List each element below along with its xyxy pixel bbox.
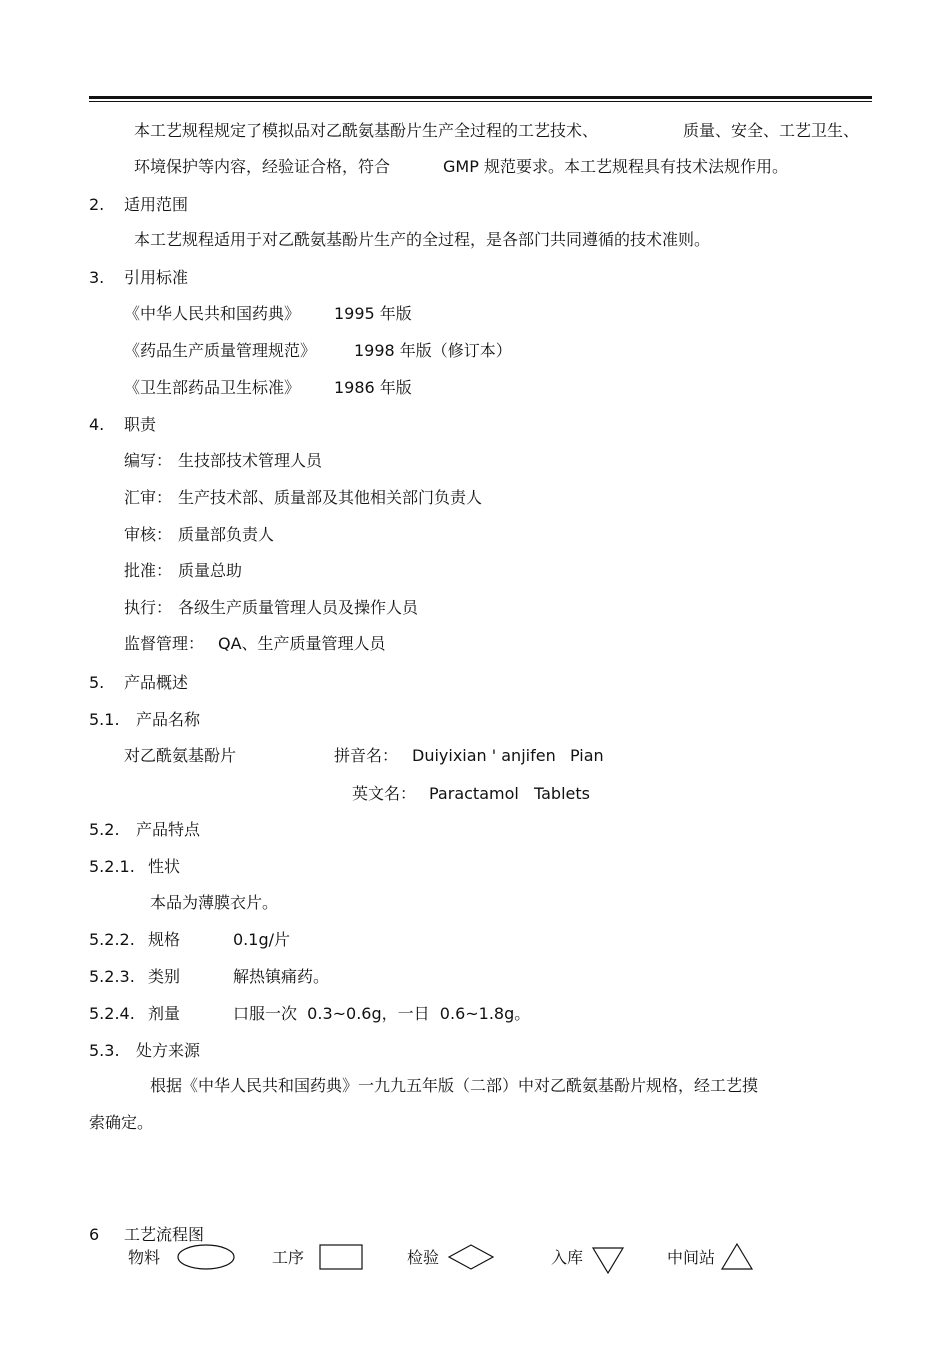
section-5-2-3-title: 类别 (148, 967, 181, 986)
intro-line1b: 质量、安全、工艺卫生、 (683, 121, 860, 140)
intro-line2a: 环境保护等内容，经验证合格，符合 (134, 157, 391, 176)
section-5-3-title: 处方来源 (136, 1041, 201, 1060)
section-5-2-4-value: 口服一次 0.3~0.6g，一日 0.6~1.8g。 (233, 1004, 531, 1023)
duty-6-role: 监督管理： (124, 634, 205, 653)
pinyin-name-2: Pian (570, 746, 604, 765)
ellipse-icon (176, 1243, 236, 1271)
section-5-2-2-value: 0.1g/片 (233, 930, 290, 949)
section-4-number: 4. (89, 415, 105, 434)
legend-intermediate-station-label: 中间站 (667, 1248, 716, 1267)
product-name-cn: 对乙酰氨基酚片 (124, 746, 237, 765)
section-5-2-number: 5.2. (89, 820, 120, 839)
ref-2-name: 《药品生产质量管理规范》 (124, 341, 317, 360)
up-triangle-icon (720, 1242, 754, 1272)
legend-inspection-label: 检验 (407, 1248, 440, 1267)
duty-1-who: 生技部技术管理人员 (178, 451, 323, 470)
section-5-number: 5. (89, 673, 105, 692)
ref-2-edition: 1998 年版（修订本） (354, 341, 512, 360)
section-5-3-number: 5.3. (89, 1041, 120, 1060)
duty-5-who: 各级生产质量管理人员及操作人员 (178, 598, 419, 617)
english-name: Paractamol (429, 784, 519, 803)
duty-3-who: 质量部负责人 (178, 525, 275, 544)
ref-3-name: 《卫生部药品卫生标准》 (124, 378, 301, 397)
english-name-2: Tablets (534, 784, 590, 803)
intro-line2b: GMP 规范要求。本工艺规程具有技术法规作用。 (443, 157, 788, 176)
section-2-body: 本工艺规程适用于对乙酰氨基酚片生产的全过程，是各部门共同遵循的技术准则。 (134, 230, 711, 249)
section-5-2-4-title: 剂量 (148, 1004, 181, 1023)
section-5-2-1-title: 性状 (148, 857, 181, 876)
pinyin-label: 拼音名： (334, 746, 399, 765)
legend-material-label: 物料 (128, 1248, 161, 1267)
section-5-2-2-number: 5.2.2. (89, 930, 135, 949)
duty-3-role: 审核： (124, 525, 173, 544)
pinyin-name: Duiyixian ' anjifen (412, 746, 556, 765)
duty-1-role: 编写： (124, 451, 173, 470)
down-triangle-icon (591, 1245, 625, 1275)
section-3-number: 3. (89, 268, 105, 287)
ref-1-edition: 1995 年版 (334, 304, 412, 323)
duty-5-role: 执行： (124, 598, 173, 617)
section-6-title: 工艺流程图 (124, 1225, 205, 1244)
legend-process-label: 工序 (272, 1248, 305, 1267)
diamond-icon (447, 1243, 495, 1271)
duty-2-role: 汇审： (124, 488, 173, 507)
section-5-2-2-title: 规格 (148, 930, 181, 949)
section-5-title: 产品概述 (124, 673, 189, 692)
section-3-title: 引用标准 (124, 268, 189, 287)
section-4-title: 职责 (124, 415, 157, 434)
duty-2-who: 生产技术部、质量部及其他相关部门负责人 (178, 488, 483, 507)
duty-6-who: QA、生产质量管理人员 (218, 634, 386, 653)
duty-4-who: 质量总助 (178, 561, 243, 580)
section-5-1-title: 产品名称 (136, 710, 201, 729)
header-rule-thin (89, 101, 872, 102)
intro-line1a: 本工艺规程规定了模拟品对乙酰氨基酚片生产全过程的工艺技术、 (134, 121, 599, 140)
header-rule-thick (89, 96, 872, 99)
english-label: 英文名： (352, 784, 417, 803)
section-6-number: 6 (89, 1225, 100, 1244)
section-5-2-3-value: 解热镇痛药。 (233, 967, 330, 986)
ref-3-edition: 1986 年版 (334, 378, 412, 397)
section-5-2-4-number: 5.2.4. (89, 1004, 135, 1023)
ref-1-name: 《中华人民共和国药典》 (124, 304, 301, 323)
duty-4-role: 批准： (124, 561, 173, 580)
section-2-number: 2. (89, 195, 105, 214)
section-5-2-1-body: 本品为薄膜衣片。 (150, 893, 279, 912)
section-5-2-1-number: 5.2.1. (89, 857, 135, 876)
section-5-3-body-line1: 根据《中华人民共和国药典》一九九五年版（二部）中对乙酰氨基酚片规格，经工艺摸 (150, 1076, 759, 1095)
section-5-2-3-number: 5.2.3. (89, 967, 135, 986)
section-2-title: 适用范围 (124, 195, 189, 214)
rectangle-icon (319, 1244, 365, 1272)
legend-storage-label: 入库 (551, 1248, 584, 1267)
section-5-1-number: 5.1. (89, 710, 120, 729)
section-5-2-title: 产品特点 (136, 820, 201, 839)
section-5-3-body-line2: 索确定。 (89, 1113, 154, 1132)
